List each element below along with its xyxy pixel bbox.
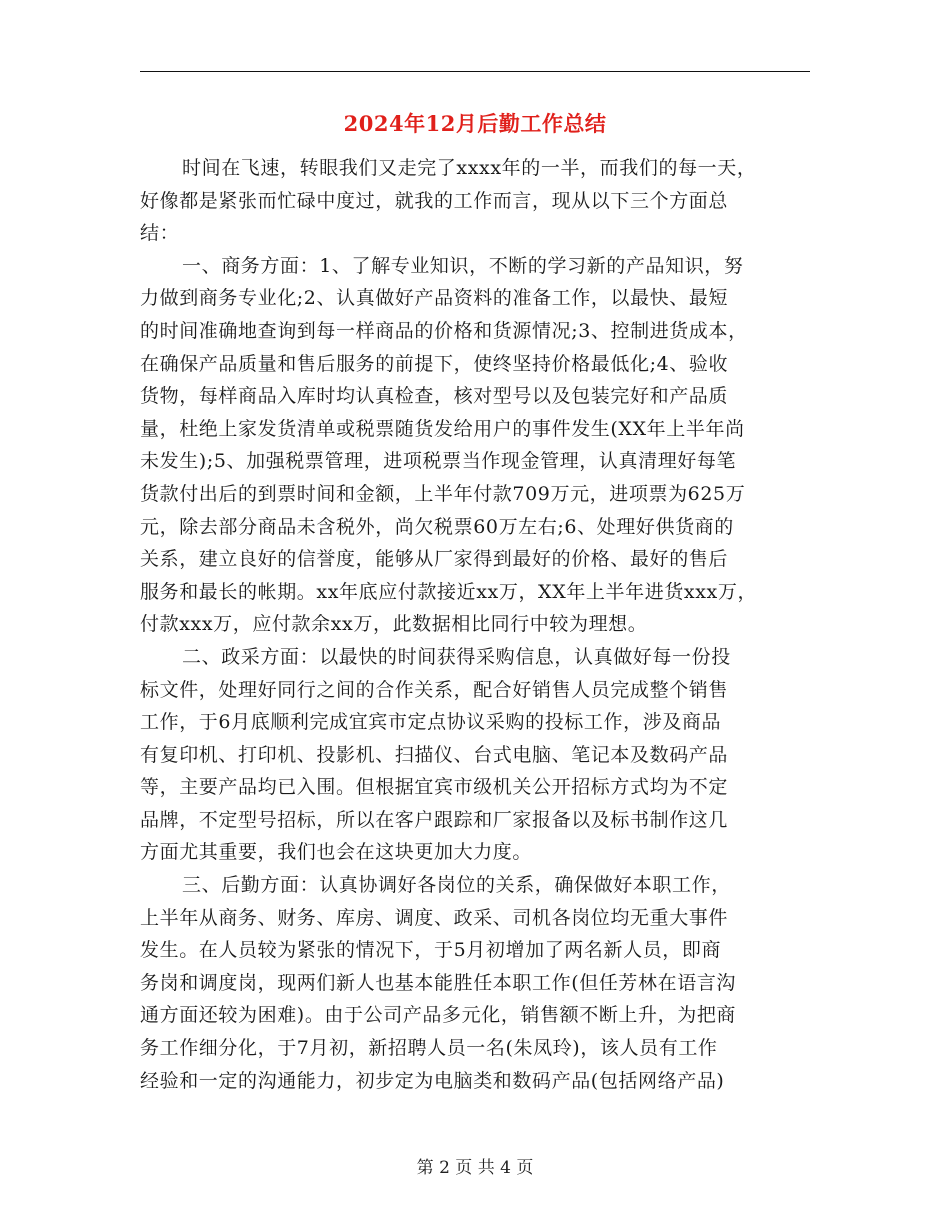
paragraph-line: 三、后勤方面：认真协调好各岗位的关系，确保做好本职工作， (182, 874, 731, 897)
paragraph-line: 务工作细分化，于7月初，新招聘人员一名(朱凤玲)，该人员有工作 (140, 1037, 718, 1060)
paragraph-line: 元，除去部分商品未含税外，尚欠税票60万左右;6、处理好供货商的 (140, 515, 734, 538)
paragraph-procurement (140, 641, 820, 869)
paragraph-line: 发生。在人员较为紧张的情况下，于5月初增加了两名新人员，即商 (140, 939, 722, 962)
paragraph-line: 等，主要产品均已入围。但根据宜宾市级机关公开招标方式均为不定 (140, 776, 729, 799)
header-rule (140, 71, 810, 72)
paragraph-line: 通方面还较为困难)。由于公司产品多元化，销售额不断上升，为把商 (140, 1004, 737, 1027)
page-number-footer: 第 2 页 共 4 页 (416, 1158, 534, 1178)
paragraph-line: 一、商务方面：1、了解专业知识，不断的学习新的产品知识，努 (182, 254, 744, 277)
paragraph-line: 的时间准确地查询到每一样商品的价格和货源情况;3、控制进货成本， (140, 319, 748, 342)
paragraph-line: 工作，于6月底顺利完成宜宾市定点协议采购的投标工作，涉及商品 (140, 711, 722, 734)
paragraph-line: 在确保产品质量和售后服务的前提下，使终坚持价格最低化;4、验收 (140, 352, 729, 375)
paragraph-line: 付款xxx万，应付款余xx万，此数据相比同行中较为理想。 (140, 613, 648, 636)
paragraph-line: 经验和一定的沟通能力，初步定为电脑类和数码产品(包括网络产品) (140, 1069, 725, 1092)
document-title: 2024年12月后勤工作总结 (343, 111, 607, 136)
paragraph-line: 货款付出后的到票时间和金额，上半年付款709万元，进项票为625万 (140, 482, 746, 505)
paragraph-line: 服务和最长的帐期。xx年底应付款接近xx万，XX年上半年进货xxx万， (140, 580, 758, 603)
paragraph-line: 时间在飞速，转眼我们又走完了xxxx年的一半，而我们的每一天， (182, 157, 757, 179)
paragraph-line: 好像都是紧张而忙碌中度过，就我的工作而言，现从以下三个方面总 (140, 189, 729, 212)
paragraph-line: 力做到商务专业化;2、认真做好产品资料的准备工作，以最快、最短 (140, 287, 729, 310)
paragraph-business (140, 250, 820, 641)
paragraph-line: 品牌，不定型号招标，所以在客户跟踪和厂家报备以及标书制作这几 (140, 808, 729, 831)
document-body (140, 152, 820, 1097)
paragraph-intro (140, 152, 820, 250)
paragraph-line: 二、政采方面：以最快的时间获得采购信息，认真做好每一份投 (182, 645, 731, 668)
paragraph-line: 货物，每样商品入库时均认真检查，核对型号以及包装完好和产品质 (140, 385, 729, 408)
paragraph-line: 关系，建立良好的信誉度，能够从厂家得到最好的价格、最好的售后 (140, 548, 729, 571)
paragraph-logistics (140, 869, 820, 1097)
paragraph-line: 务岗和调度岗，现两们新人也基本能胜任本职工作(但任芳林在语言沟 (140, 971, 737, 994)
paragraph-line: 方面尤其重要，我们也会在这块更加大力度。 (140, 841, 533, 864)
paragraph-line: 标文件，处理好同行之间的合作关系，配合好销售人员完成整个销售 (140, 678, 729, 701)
paragraph-line: 量，杜绝上家发货清单或税票随货发给用户的事件发生(XX年上半年尚 (140, 417, 745, 440)
paragraph-line: 上半年从商务、财务、库房、调度、政采、司机各岗位均无重大事件 (140, 906, 729, 929)
paragraph-line: 结： (140, 222, 180, 245)
paragraph-line: 未发生);5、加强税票管理，进项税票当作现金管理，认真清理好每笔 (140, 450, 737, 473)
paragraph-line: 有复印机、打印机、投影机、扫描仪、台式电脑、笔记本及数码产品 (140, 743, 729, 766)
